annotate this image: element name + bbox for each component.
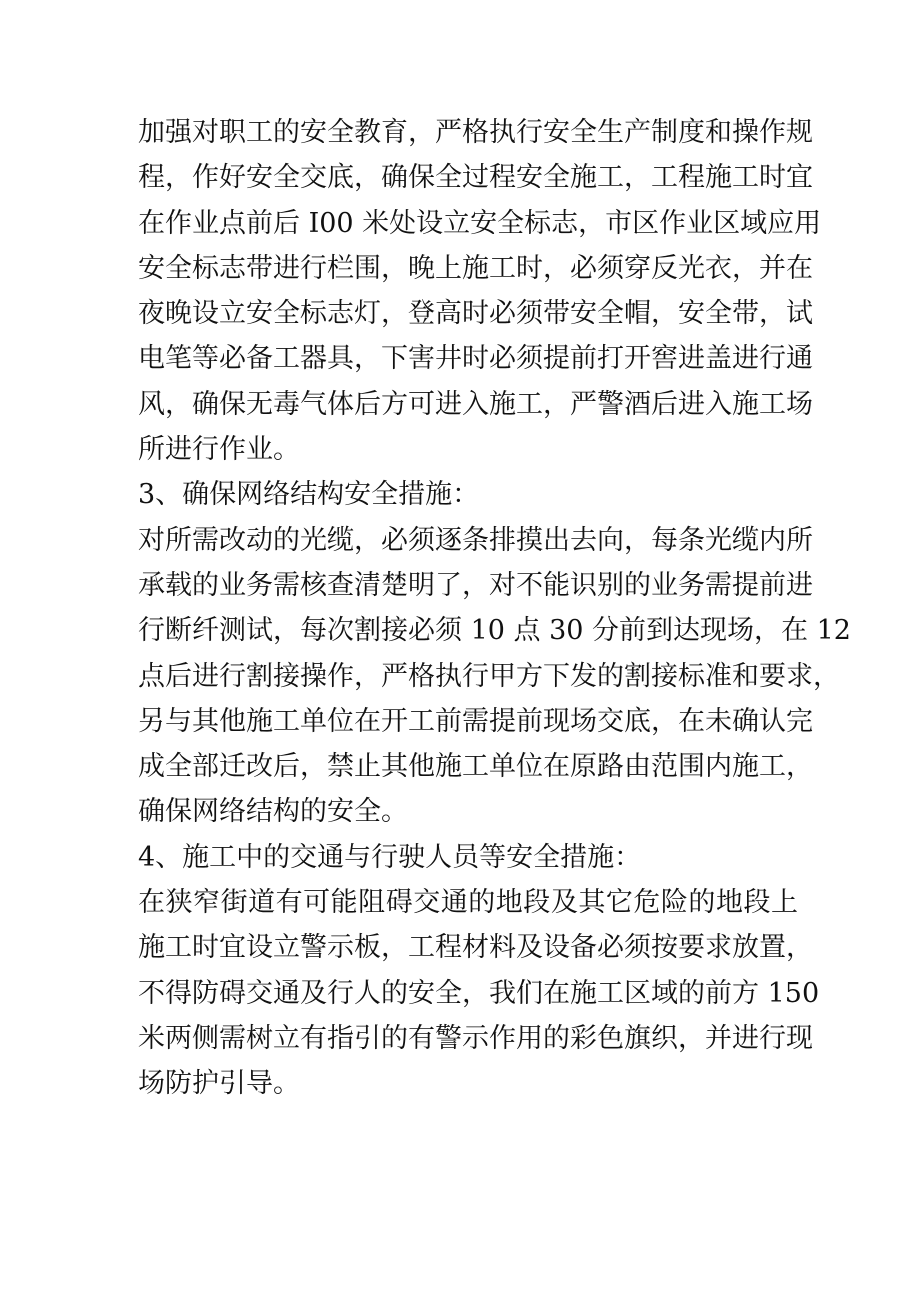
text-line: 程，作好安全交底，确保全过程安全施工，工程施工时宜: [138, 162, 813, 194]
document-body: [138, 110, 851, 1107]
text-line: 对所需改动的光缆，必须逐条排摸出去向，每条光缆内所: [138, 524, 813, 556]
text-line: 米两侧需树立有指引的有警示作用的彩色旗织，并进行现: [138, 1022, 813, 1054]
text-line: 电笔等必备工器具，下害井时必须提前打开窖进盖进行通: [138, 343, 813, 375]
text-line: 场防护引导。: [138, 1068, 300, 1100]
text-line: 点后进行割接操作，严格执行甲方下发的割接标准和要求，: [138, 660, 840, 692]
text-line: 在作业点前后 I00 米处设立安全标志，市区作业区域应用: [138, 207, 822, 239]
text-line: 行断纤测试，每次割接必须 10 点 30 分前到达现场，在 12: [138, 615, 851, 647]
text-line: 另与其他施工单位在开工前需提前现场交底，在未确认完: [138, 705, 813, 737]
text-line: 成全部迁改后，禁止其他施工单位在原路由范围内施工，: [138, 751, 813, 783]
text-line: 所进行作业。: [138, 434, 300, 466]
text-line: 安全标志带进行栏围，晚上施工时，必须穿反光衣，并在: [138, 252, 813, 284]
section-heading: 4、施工中的交通与行驶人员等安全措施：: [138, 841, 642, 873]
text-line: 施工时宜设立警示板，工程材料及设备必须按要求放置，: [138, 932, 813, 964]
text-line: 加强对职工的安全教育，严格执行安全生产制度和操作规: [138, 117, 813, 148]
text-line: 不得防碍交通及行人的安全，我们在施工区域的前方 150: [138, 977, 820, 1009]
text-line: 承载的业务需核查清楚明了，对不能识别的业务需提前进: [138, 569, 813, 601]
text-line: 确保网络结构的安全。: [138, 796, 408, 828]
text-line: 在狭窄街道有可能阻碍交通的地段及其它危险的地段上: [138, 887, 798, 919]
section-heading: 3、确保网络结构安全措施：: [138, 479, 480, 511]
text-line: 夜晚设立安全标志灯，登高时必须带安全帽，安全带，试: [138, 298, 813, 330]
text-line: 风，确保无毒气体后方可进入施工，严警酒后进入施工场: [138, 388, 813, 420]
